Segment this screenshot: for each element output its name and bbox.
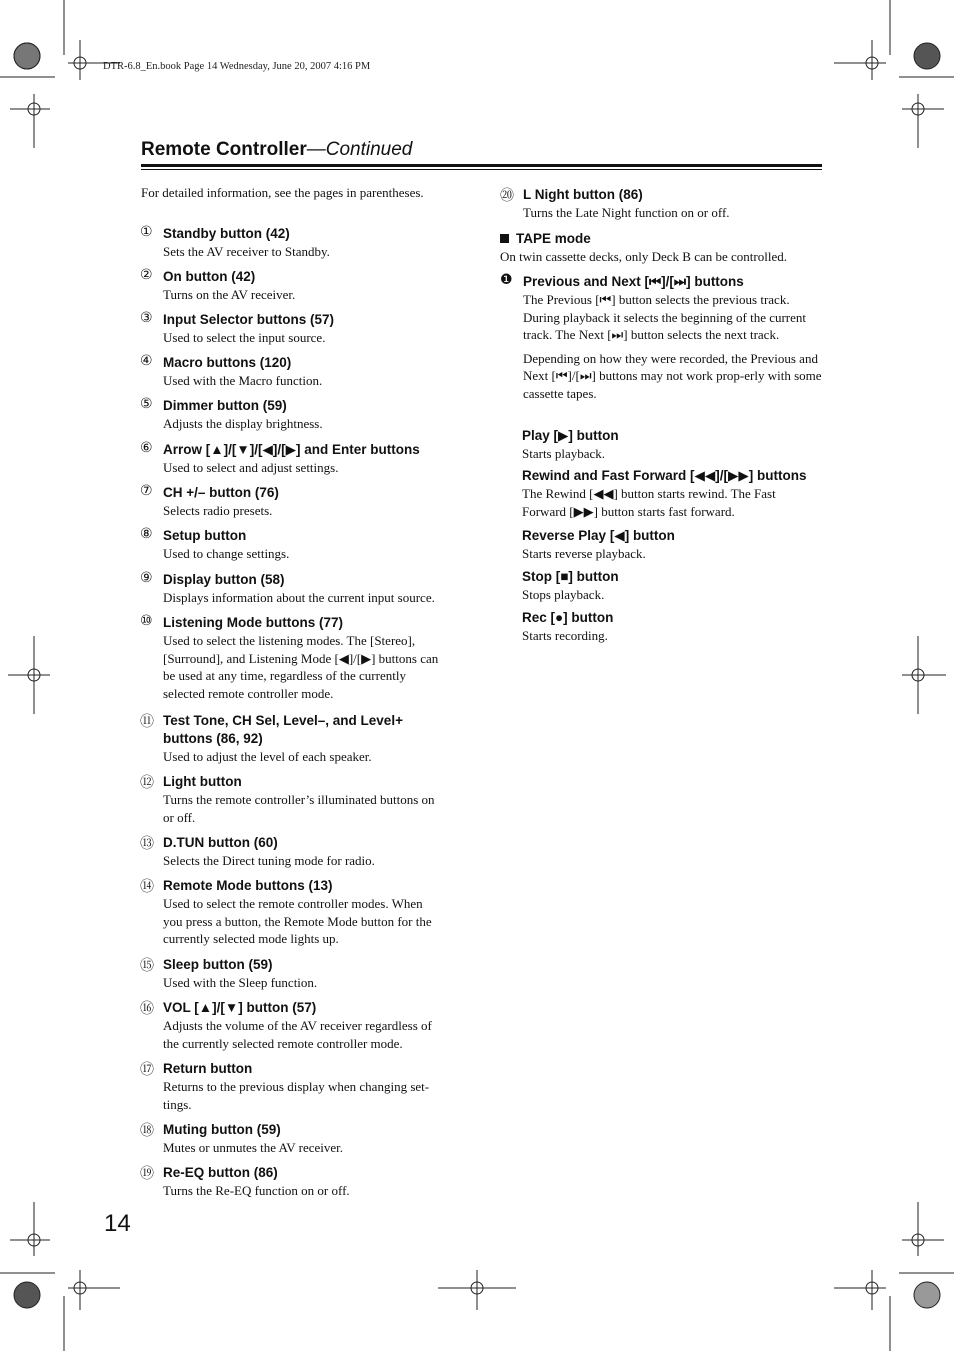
item-heading: Display button (58) [163, 572, 285, 587]
item-ch [140, 484, 445, 520]
registration-mark-icon [902, 1202, 944, 1256]
registration-mark-icon [902, 94, 944, 148]
registration-mark-icon [834, 1270, 886, 1310]
item-desc: Used to select the input source. [163, 330, 326, 345]
registration-mark-icon [10, 94, 50, 148]
registration-mark-icon [68, 1270, 120, 1310]
item-desc: Mutes or unmutes the AV receiver. [163, 1140, 344, 1155]
sub-desc: The Rewind [◀◀] button starts rewind. The Fast Forward [▶▶] button starts fast forward. [522, 486, 776, 519]
item-desc: Returns to the previous display when changing set-tings. [163, 1079, 430, 1112]
sub-desc: Starts playback. [522, 446, 606, 461]
item-setup [140, 527, 445, 563]
sub-heading: Rewind and Fast Forward [◀◀]/[▶▶] buttons [522, 468, 807, 483]
prev-next-desc: The Previous [⏮] button selects the previous track. During playback it selects the beginning of the current track. The Next [⏭] button selects the next track. [523, 292, 807, 342]
item-number: ② [140, 267, 153, 283]
item-display [140, 571, 470, 607]
item-desc: Used with the Sleep function. [163, 975, 318, 990]
registration-mark-icon [438, 1270, 516, 1310]
item-number: ⑭ [140, 879, 154, 895]
item-heading: Listening Mode buttons (77) [163, 615, 343, 630]
sub-desc: Starts recording. [522, 628, 608, 643]
page-number: 14 [104, 1210, 131, 1237]
item-desc: Adjusts the volume of the AV receiver regardless of the currently selected remote controller mode. [163, 1018, 432, 1051]
item-l-night [500, 186, 825, 222]
item-heading: Remote Mode buttons (13) [163, 878, 333, 893]
title-main: Remote Controller [141, 139, 307, 160]
item-number: ⑪ [140, 714, 154, 730]
sub-heading: Rec [●] button [522, 610, 614, 625]
item-number: ⑤ [140, 396, 153, 412]
item-heading: On button (42) [163, 269, 256, 284]
title-continued: —Continued [306, 139, 413, 160]
item-desc: Selects the Direct tuning mode for radio. [163, 853, 375, 868]
tape-mode-heading [500, 231, 591, 246]
page-title [141, 139, 412, 161]
item-number: ③ [140, 310, 153, 326]
item-arrow [140, 441, 445, 477]
registration-mark-icon [902, 636, 946, 714]
item-desc: Turns the remote controller’s illuminated buttons on or off. [163, 792, 435, 825]
item-sleep [140, 956, 445, 992]
item-heading: D.TUN button (60) [163, 835, 278, 850]
item-desc [523, 291, 825, 402]
item-dimmer [140, 397, 445, 433]
item-desc: Used to select the listening modes. The [Stereo], [Surround], and Listening Mode [◀]/[▶] buttons can be used at any time, regardless of the currently selected remote controller mode. [163, 633, 439, 701]
color-bar-rosette-icon [914, 43, 940, 69]
sub-heading: Play [▶] button [522, 428, 619, 443]
item-heading: Dimmer button (59) [163, 398, 287, 413]
item-number: ⑨ [140, 570, 153, 586]
tape-mode-title: TAPE mode [516, 231, 591, 246]
item-desc: Adjusts the display brightness. [163, 416, 323, 431]
item-number: ⑬ [140, 836, 154, 852]
item-heading: Macro buttons (120) [163, 355, 292, 370]
color-bar-rosette-icon [914, 1282, 940, 1308]
registration-mark-icon [68, 40, 120, 80]
item-dtun [140, 834, 445, 870]
sub-desc: Stops playback. [522, 587, 605, 602]
item-number: ⑦ [140, 483, 153, 499]
item-heading: Previous and Next [⏮]/[⏭] buttons [523, 274, 744, 289]
item-number: ① [140, 224, 153, 240]
item-input-selector [140, 311, 445, 347]
registration-mark-icon [8, 636, 50, 714]
sub-heading: Stop [■] button [522, 569, 619, 584]
item-number: ⑩ [140, 613, 153, 629]
item-desc: Turns the Re-EQ function on or off. [163, 1183, 350, 1198]
item-heading: Return button [163, 1061, 253, 1076]
item-number: ⑫ [140, 775, 154, 791]
item-rec [522, 609, 822, 645]
color-bar-rosette-icon [14, 43, 40, 69]
item-heading: Re-EQ button (86) [163, 1165, 278, 1180]
item-heading: Test Tone, CH Sel, Level–, and Level+ buttons (86, 92) [163, 713, 403, 746]
item-return [140, 1060, 445, 1113]
item-rewind-ff [522, 467, 822, 520]
item-heading: CH +/– button (76) [163, 485, 279, 500]
item-desc: Selects radio presets. [163, 503, 273, 518]
item-desc: Used to change settings. [163, 546, 290, 561]
item-desc: Displays information about the current input source. [163, 590, 435, 605]
color-bar-rosette-icon [14, 1282, 40, 1308]
sub-heading: Reverse Play [◀] button [522, 528, 675, 543]
item-muting [140, 1121, 445, 1157]
item-prev-next [500, 273, 825, 408]
item-reverse-play [522, 527, 822, 563]
title-rule [141, 164, 822, 167]
item-number: ⑳ [500, 188, 514, 204]
item-number: ⑮ [140, 958, 154, 974]
sub-desc: Starts reverse playback. [522, 546, 646, 561]
item-macro [140, 354, 445, 390]
item-desc: Turns the Late Night function on or off. [523, 205, 730, 220]
item-remote-mode [140, 877, 445, 948]
item-number: ❶ [500, 272, 513, 288]
prev-next-note: Depending on how they were recorded, the Previous and Next [⏮]/[⏭] buttons may not work prop-erly with some cassette tapes. [523, 350, 822, 401]
item-desc: Used with the Macro function. [163, 373, 323, 388]
item-play [522, 427, 822, 463]
square-bullet-icon [500, 234, 509, 243]
item-heading: Input Selector buttons (57) [163, 312, 335, 327]
item-desc: Used to select the remote controller modes. When you press a button, the Remote Mode button for the currently selected mode lights up. [163, 896, 432, 946]
item-light [140, 773, 445, 826]
item-heading: Setup button [163, 528, 247, 543]
item-heading: Muting button (59) [163, 1122, 281, 1137]
item-standby [140, 225, 445, 261]
item-test-tone [140, 712, 440, 766]
item-desc: Turns on the AV receiver. [163, 287, 296, 302]
item-number: ⑧ [140, 526, 153, 542]
print-info-header: DTR-6.8_En.book Page 14 Wednesday, June 20, 2007 4:16 PM [103, 61, 371, 72]
registration-mark-icon [10, 1202, 50, 1256]
item-heading: Light button [163, 774, 242, 789]
registration-mark-icon [834, 40, 886, 80]
item-heading: Sleep button (59) [163, 957, 273, 972]
item-re-eq [140, 1164, 445, 1200]
tape-mode-desc: On twin cassette decks, only Deck B can be controlled. [500, 249, 787, 264]
item-heading: Arrow [▲]/[▼]/[◀]/[▶] and Enter buttons [163, 442, 420, 457]
item-number: ⑱ [140, 1123, 154, 1139]
intro-text: For detailed information, see the pages in parentheses. [141, 185, 424, 200]
item-desc: Used to select and adjust settings. [163, 460, 339, 475]
item-listening-mode [140, 614, 445, 702]
item-heading: L Night button (86) [523, 187, 643, 202]
item-vol [140, 999, 445, 1052]
item-number: ⑰ [140, 1062, 154, 1078]
item-heading: Standby button (42) [163, 226, 290, 241]
item-number: ⑯ [140, 1001, 154, 1017]
item-heading: VOL [▲]/[▼] button (57) [163, 1000, 317, 1015]
item-desc: Used to adjust the level of each speaker. [163, 749, 372, 764]
item-number: ⑲ [140, 1166, 154, 1182]
item-on [140, 268, 445, 304]
item-number: ④ [140, 353, 153, 369]
item-desc: Sets the AV receiver to Standby. [163, 244, 330, 259]
item-number: ⑥ [140, 440, 153, 456]
title-rule-thin [141, 169, 822, 170]
item-stop [522, 568, 822, 604]
